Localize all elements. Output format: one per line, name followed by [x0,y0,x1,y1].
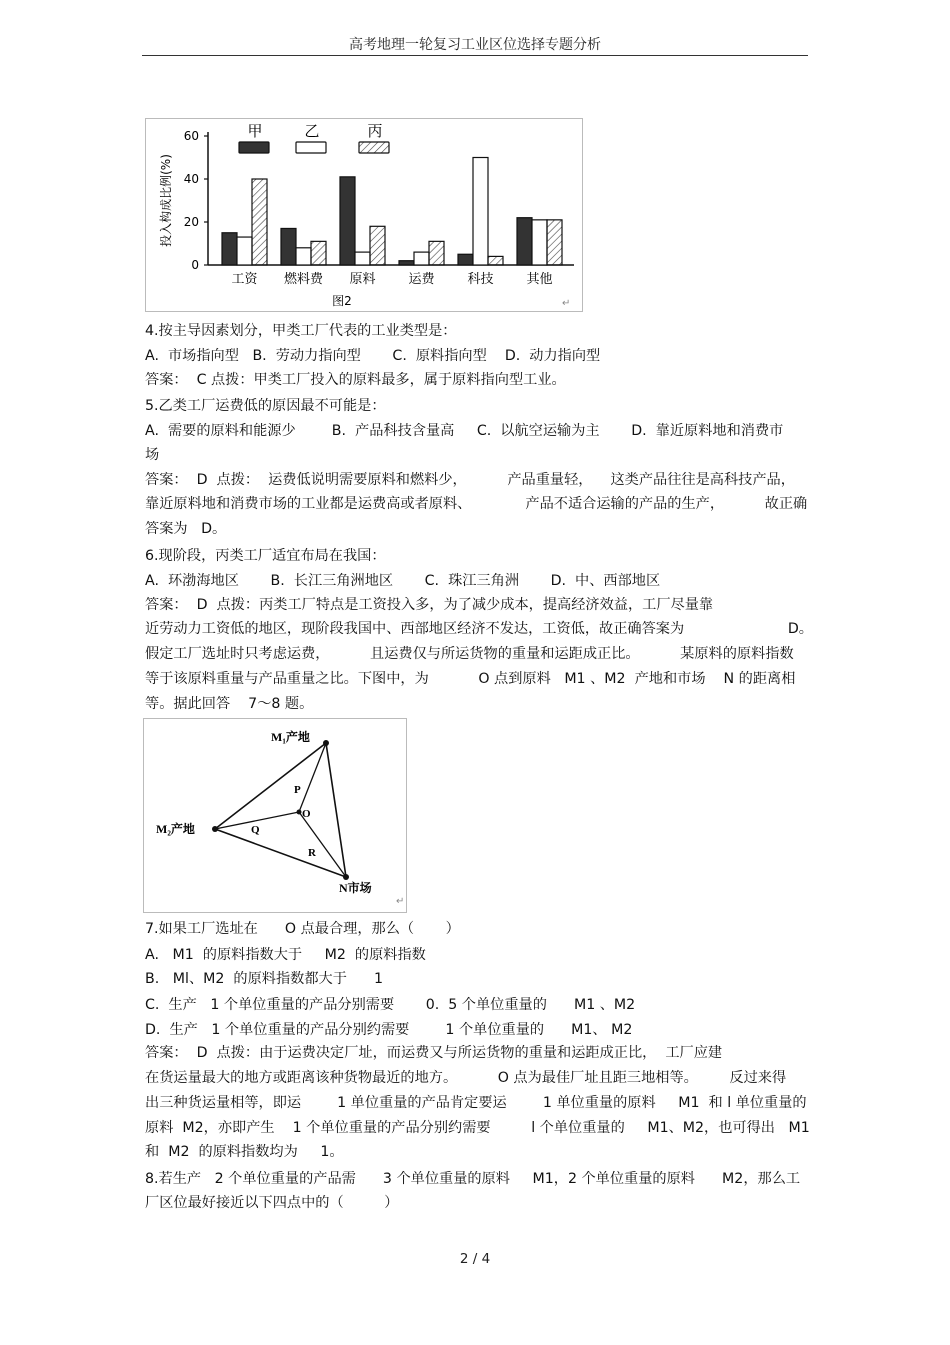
x-tick-label: 运费 [408,272,435,287]
x-tick-label: 科技 [467,272,494,287]
o-point [297,810,302,815]
r-label: R [308,847,316,859]
q-label: Q [251,824,260,836]
text-line: B. Ml、M2 的原料指数都大于 1 [145,971,384,987]
text-line: A. 需要的原料和能源少 B. 产品科技含量高 C. 以航空运输为主 D. 靠近原料地和消费市 [145,423,784,439]
page-header-title: 高考地理一轮复习工业区位选择专题分析 [349,37,601,53]
x-tick-label: 其他 [526,272,553,287]
page-number: 2 / 4 [459,1251,491,1267]
x-tick-label: 燃料费 [283,272,324,287]
x-tick-label: 工资 [231,272,258,287]
text-line: 答案： D 点拨：由于运费决定厂址，而运费又与所运货物的重量和运距成正比， 工厂应建 [145,1045,723,1061]
legend-label: 甲 [247,122,263,140]
text-line: 靠近原料地和消费市场的工业都是运费高或者原料、 产品不适合运输的产品的生产， 故正确 [145,496,808,512]
text-line: D. 生产 1 个单位重量的产品分别约需要 1 个单位重量的 M1、 M2 [145,1022,633,1038]
legend-swatch [359,142,389,153]
bar-丙-其他 [547,220,562,265]
bar-乙-原料 [355,252,370,265]
legend-swatch [239,142,269,153]
triangle-diagram-svg [144,719,406,912]
location-triangle-diagram [143,718,407,913]
n-point [343,874,349,880]
x-tick-label: 原料 [349,272,376,287]
bar-丙-工资 [252,179,267,265]
y-tick-label: 40 [183,172,199,186]
text-line: A. 环渤海地区 B. 长江三角洲地区 C. 珠江三角洲 D. 中、西部地区 [145,573,661,589]
return-mark-icon: ↵ [396,896,405,907]
text-line: 等于该原料重量与产品重量之比。下图中，为 O 点到原料 M1 、M2 产地和市场 N 的距离相 [145,671,796,687]
y-axis-label: 投入构成比例(%) [159,154,173,247]
y-tick-label: 0 [191,258,199,272]
input-composition-chart [145,118,583,312]
y-tick-label: 60 [183,129,199,143]
text-line: 原料 M2，亦即产生 1 个单位重量的产品分别约需要 l 个单位重量的 M1、M2，也可得出 M1 [145,1120,810,1136]
bar-甲-燃料费 [281,228,296,265]
y-tick-label: 20 [183,215,199,229]
edge-m2-n [215,829,346,877]
text-line: 假定工厂选址时只考虑运费， 且运费仅与所运货物的重量和运距成正比。 某原料的原料指数 [145,646,794,662]
text-line: 在货运量最大的地方或距离该种货物最近的地方。 O 点为最佳厂址且距三地相等。 反过来得 [145,1070,787,1086]
bar-丙-运费 [429,241,444,265]
bar-chart-svg [146,119,582,311]
edge-o-n [299,812,346,877]
n-label: N市场 [339,881,372,895]
text-line: C. 生产 1 个单位重量的产品分别需要 0. 5 个单位重量的 M1 、M2 [145,997,636,1013]
bar-丙-燃料费 [311,241,326,265]
text-line: 出三种货运量相等，即运 1 单位重量的产品肯定要运 1 单位重量的原料 M1 和 l 单位重量的 [145,1095,807,1111]
m1-point [323,740,329,746]
legend-label: 丙 [367,122,383,140]
bar-乙-燃料费 [296,248,311,265]
text-line: 答案： C 点拨：甲类工厂投入的原料最多，属于原料指向型工业。 [145,372,566,388]
text-line: 答案： D 点拨： 运费低说明需要原料和燃料少， 产品重量轻， 这类产品往往是高科技产品， [145,472,795,488]
legend-label: 乙 [304,122,320,140]
bar-甲-科技 [458,254,473,265]
text-line: 和 M2 的原料指数均为 1。 [145,1144,344,1160]
text-line: 6.现阶段，丙类工厂适宜布局在我国： [145,548,386,564]
text-line: 4.按主导因素划分，甲类工厂代表的工业类型是： [145,323,457,339]
p-label: P [294,784,301,796]
figure-caption: 图2 [332,294,352,308]
bar-乙-运费 [414,252,429,265]
bar-甲-工资 [222,233,237,265]
m2-point [212,826,218,832]
o-label: O [302,808,311,820]
text-line: 厂区位最好接近以下四点中的（ ） [145,1195,399,1211]
return-mark-icon: ↵ [562,298,571,309]
text-line: 答案为 D。 [145,521,227,537]
bar-乙-其他 [532,220,547,265]
text-line: 答案： D 点拨：丙类工厂特点是工资投入多，为了减少成本，提高经济效益，工厂尽量靠 [145,597,714,613]
text-line: 8.若生产 2 个单位重量的产品需 3 个单位重量的原料 M1，2 个单位重量的原料 M2，那么工 [145,1171,801,1187]
text-line: 近劳动力工资低的地区，现阶段我国中、西部地区经济不发达，工资低，故正确答案为 D。 [145,621,813,637]
legend-swatch [296,142,326,153]
bar-丙-科技 [488,256,503,265]
header-divider [142,55,808,56]
text-line: 等。据此回答 7～8 题。 [145,696,314,712]
text-line: 7.如果工厂选址在 O 点最合理，那么（ ） [145,921,460,937]
m1-label: M₁产地 [271,730,310,744]
bar-甲-其他 [517,218,532,265]
bar-甲-原料 [340,177,355,265]
bar-甲-运费 [399,261,414,265]
bar-乙-科技 [473,158,488,266]
text-line: 5.乙类工厂运费低的原因最不可能是： [145,398,386,414]
m2-label: M₂产地 [156,822,195,836]
text-line: 场 [145,447,160,463]
bar-丙-原料 [370,226,385,265]
bar-乙-工资 [237,237,252,265]
text-line: A. M1 的原料指数大于 M2 的原料指数 [145,947,426,963]
text-line: A. 市场指向型 B. 劳动力指向型 C. 原料指向型 D. 动力指向型 [145,348,601,364]
edge-m1-n [326,743,346,877]
